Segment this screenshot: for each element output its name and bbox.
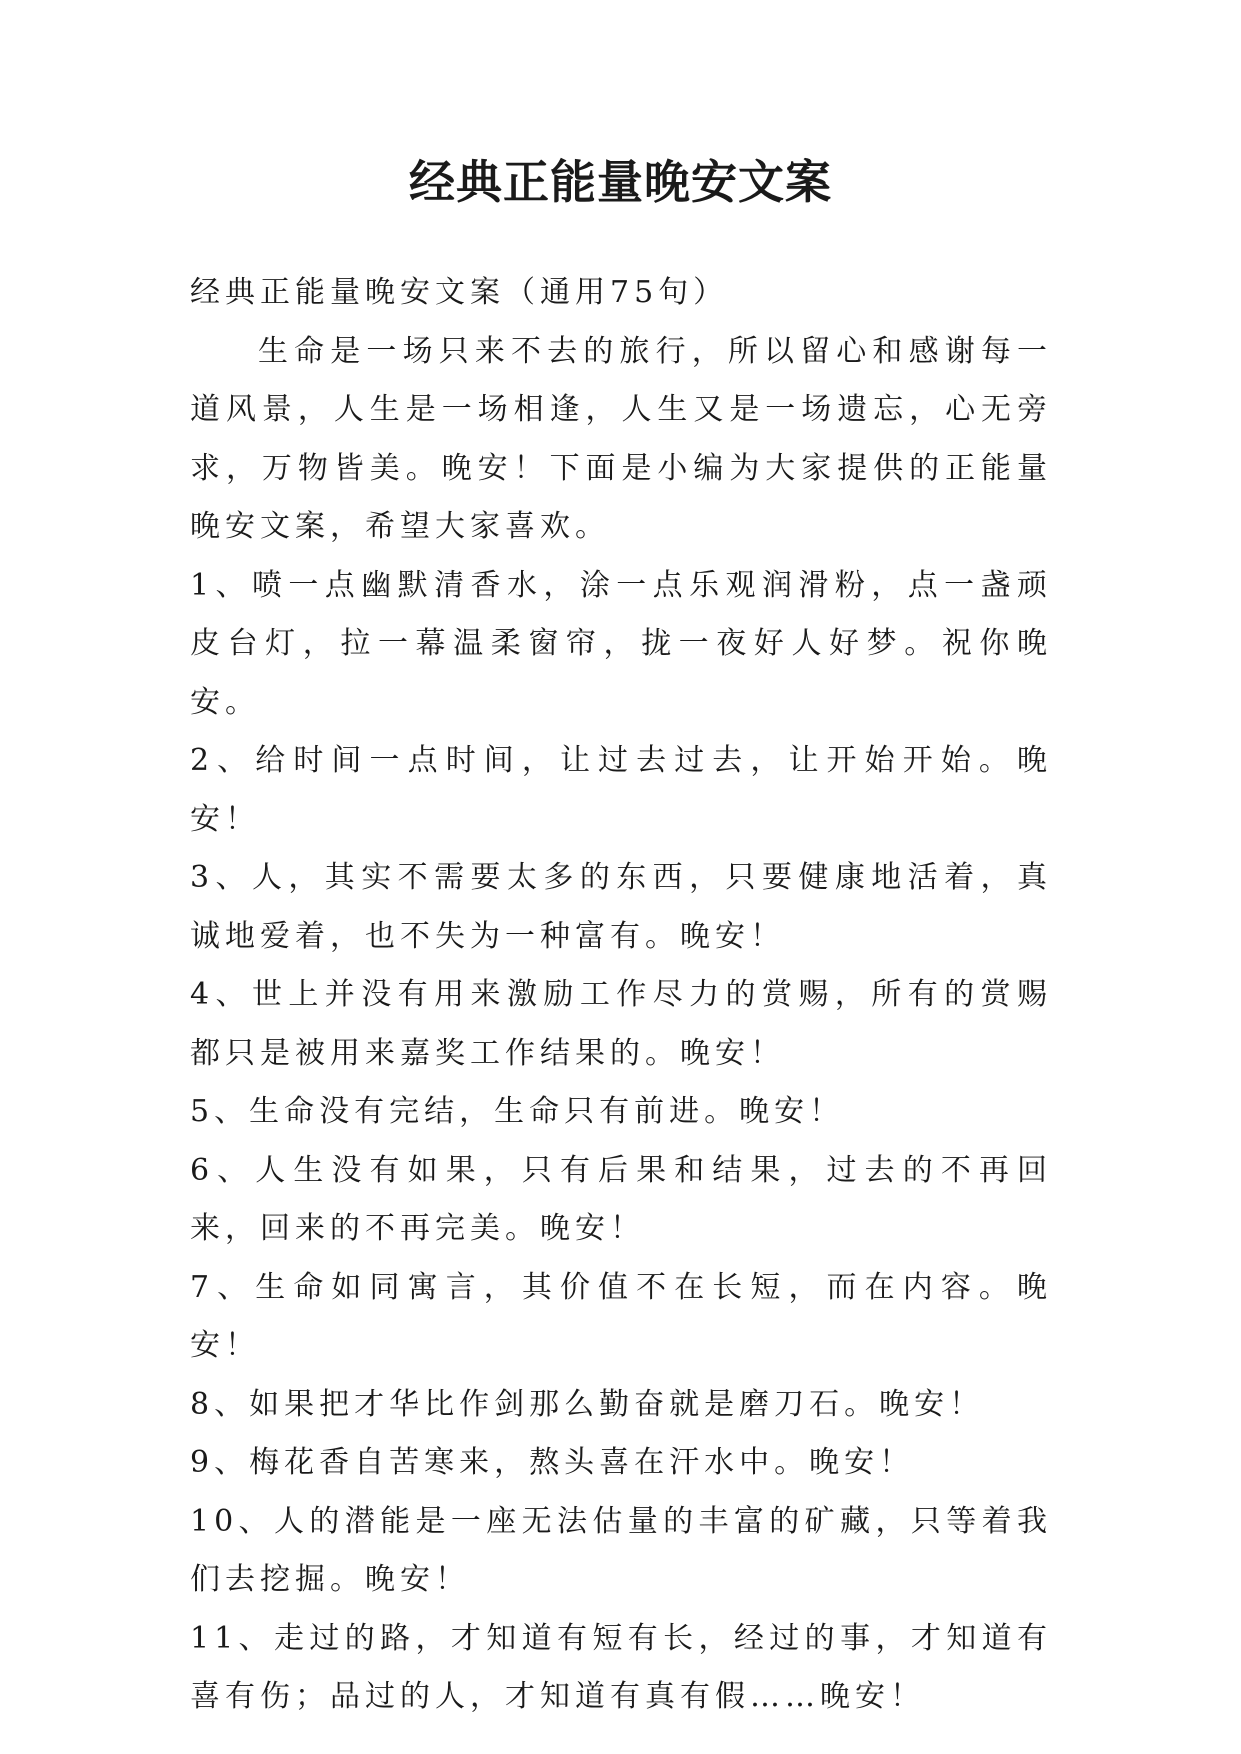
document-subtitle: 经典正能量晚安文案（通用75句） xyxy=(190,275,729,310)
list-item: 2、给时间一点时间，让过去过去，让开始开始。晚安！ xyxy=(190,743,1052,837)
list-item: 7、生命如同寓言，其价值不在长短，而在内容。晚安！ xyxy=(190,1269,1052,1363)
list-item: 4、世上并没有用来激励工作尽力的赏赐，所有的赏赐都只是被用来嘉奖工作结果的。晚安！ xyxy=(190,977,1052,1071)
document-title: 经典正能量晚安文案 xyxy=(409,155,832,209)
document-body xyxy=(190,264,1052,1727)
list-item: 6、人生没有如果，只有后果和结果，过去的不再回来，回来的不再完美。晚安！ xyxy=(190,1152,1052,1246)
list-item: 11、走过的路，才知道有短有长，经过的事，才知道有喜有伤；品过的人，才知道有真有假……晚安！ xyxy=(190,1620,1052,1714)
list-item: 1、喷一点幽默清香水，涂一点乐观润滑粉，点一盏顽皮台灯，拉一幕温柔窗帘，拢一夜好人好梦。祝你晚安。 xyxy=(190,567,1052,720)
list-item: 10、人的潜能是一座无法估量的丰富的矿藏，只等着我们去挖掘。晚安！ xyxy=(190,1503,1052,1597)
list-item: 8、如果把才华比作剑那么勤奋就是磨刀石。晚安！ xyxy=(190,1386,985,1422)
list-item: 9、梅花香自苦寒来，熬头喜在汗水中。晚安！ xyxy=(190,1445,915,1480)
list-item: 3、人，其实不需要太多的东西，只要健康地活着，真诚地爱着，也不失为一种富有。晚安！ xyxy=(190,860,1052,954)
intro-paragraph: 生命是一场只来不去的旅行，所以留心和感谢每一道风景，人生是一场相逢，人生又是一场遗忘，心无旁求，万物皆美。晚安！下面是小编为大家提供的正能量晚安文案，希望大家喜欢。 xyxy=(190,333,1052,544)
list-item: 5、生命没有完结，生命只有前进。晚安！ xyxy=(190,1094,845,1129)
